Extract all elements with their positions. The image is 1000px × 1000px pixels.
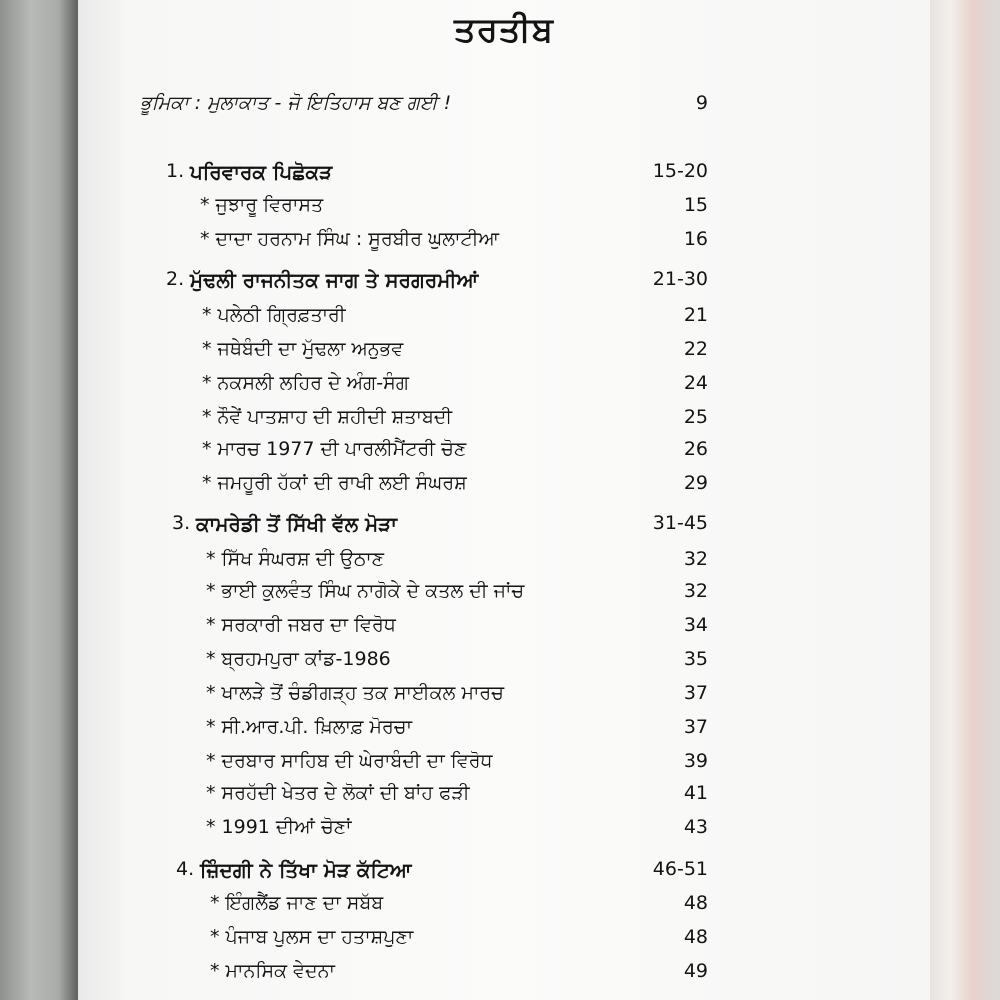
toc-item-page: 22	[683, 338, 708, 360]
intro-entry	[78, 92, 930, 126]
toc-item	[78, 648, 930, 682]
chapter-number: 2.	[166, 268, 185, 290]
toc-item	[78, 716, 930, 750]
chapter-title: ਪਰਿਵਾਰਕ ਪਿਛੋਕੜ	[190, 160, 333, 184]
chapter-entry	[78, 268, 930, 302]
book-page-edges	[930, 0, 1000, 1000]
toc-item	[78, 892, 930, 926]
toc-item	[78, 194, 930, 228]
toc-item-label: * ਨੌਵੇਂ ਪਾਤਸ਼ਾਹ ਦੀ ਸ਼ਹੀਦੀ ਸ਼ਤਾਬਦੀ	[202, 406, 453, 428]
chapter-title: ਜ਼ਿੰਦਗੀ ਨੇ ਤਿੱਖਾ ਮੋੜ ਕੱਟਿਆ	[200, 858, 412, 882]
toc-item	[78, 438, 930, 472]
toc-item-label: * ਮਾਰਚ 1977 ਦੀ ਪਾਰਲੀਮੈਂਟਰੀ ਚੋਣ	[202, 438, 467, 460]
chapter-number: 3.	[172, 512, 191, 534]
toc-item-label: * ਮਾਨਸਿਕ ਵੇਦਨਾ	[210, 960, 335, 982]
toc-item-label: * ਬ੍ਰਹਮਪੁਰਾ ਕਾਂਡ-1986	[206, 648, 391, 670]
intro-page: 9	[695, 92, 708, 114]
toc-item-label: * ਜੁਝਾਰੂ ਵਿਰਾਸਤ	[200, 194, 324, 216]
toc-item-page: 39	[683, 750, 708, 772]
toc-item-label: * ਦਾਦਾ ਹਰਨਾਮ ਸਿੰਘ : ਸੂਰਬੀਰ ਘੁਲਾਟੀਆ	[200, 228, 500, 250]
chapter-entry	[78, 512, 930, 546]
toc-item-page: 49	[683, 960, 708, 982]
intro-label: ਭੂਮਿਕਾ : ਮੁਲਾਕਾਤ - ਜੋ ਇਤਿਹਾਸ ਬਣ ਗਈ !	[140, 92, 452, 114]
toc-item-label: * ਇੰਗਲੈਂਡ ਜਾਣ ਦਾ ਸਬੱਬ	[210, 892, 384, 914]
toc-item	[78, 682, 930, 716]
toc-item	[78, 926, 930, 960]
toc-item-page: 21	[683, 304, 708, 326]
chapter-pages: 46-51	[652, 858, 708, 880]
toc-item	[78, 472, 930, 506]
toc-item	[78, 228, 930, 262]
toc-item-label: * ਨਕਸਲੀ ਲਹਿਰ ਦੇ ਅੰਗ-ਸੰਗ	[202, 372, 409, 394]
toc-item-page: 34	[683, 614, 708, 636]
contents-page	[78, 0, 930, 1000]
toc-item	[78, 338, 930, 372]
toc-item	[78, 548, 930, 582]
toc-item	[78, 580, 930, 614]
toc-item-page: 16	[683, 228, 708, 250]
toc-item	[78, 750, 930, 784]
toc-item	[78, 304, 930, 338]
toc-item	[78, 960, 930, 994]
toc-item-label: * ਦਰਬਾਰ ਸਾਹਿਬ ਦੀ ਘੇਰਾਬੰਦੀ ਦਾ ਵਿਰੋਧ	[206, 750, 493, 772]
chapter-number: 1.	[166, 160, 185, 182]
toc-item	[78, 614, 930, 648]
chapter-title: ਕਾਮਰੇਡੀ ਤੋਂ ਸਿੱਖੀ ਵੱਲ ਮੋੜਾ	[196, 512, 398, 536]
chapter-pages: 31-45	[652, 512, 708, 534]
toc-item-label: * ਸੀ.ਆਰ.ਪੀ. ਖ਼ਿਲਾਫ਼ ਮੋਰਚਾ	[206, 716, 413, 738]
toc-item-page: 41	[683, 782, 708, 804]
toc-item-page: 29	[683, 472, 708, 494]
toc-item-label: * ਜਮਹੂਰੀ ਹੱਕਾਂ ਦੀ ਰਾਖੀ ਲਈ ਸੰਘਰਸ਼	[202, 472, 467, 494]
toc-item-label: * ਭਾਈ ਕੁਲਵੰਤ ਸਿੰਘ ਨਾਗੋਕੇ ਦੇ ਕਤਲ ਦੀ ਜਾਂਚ	[206, 580, 525, 602]
toc-item	[78, 372, 930, 406]
toc-item-label: * ਪਲੇਠੀ ਗ੍ਰਿਫ਼ਤਾਰੀ	[202, 304, 346, 326]
toc-item-label: * ਜਥੇਬੰਦੀ ਦਾ ਮੁੱਢਲਾ ਅਨੁਭਵ	[202, 338, 404, 360]
toc-item-label: * ਪੰਜਾਬ ਪੁਲਸ ਦਾ ਹਤਾਸ਼ਪੁਣਾ	[210, 926, 414, 948]
toc-item	[78, 782, 930, 816]
chapter-entry	[78, 858, 930, 892]
toc-item-page: 25	[683, 406, 708, 428]
toc-item-page: 37	[683, 682, 708, 704]
page-title: ਤਰਤੀਬ	[453, 10, 555, 50]
toc-item-page: 15	[683, 194, 708, 216]
toc-item-label: * ਖਾਲੜੇ ਤੋਂ ਚੰਡੀਗੜ੍ਹ ਤਕ ਸਾਈਕਲ ਮਾਰਚ	[206, 682, 504, 704]
toc-item-page: 35	[683, 648, 708, 670]
chapter-pages: 15-20	[652, 160, 708, 182]
toc-item	[78, 406, 930, 440]
toc-item-page: 26	[683, 438, 708, 460]
toc-item-page: 48	[683, 892, 708, 914]
chapter-number: 4.	[176, 858, 195, 880]
book-spine-edge	[0, 0, 78, 1000]
toc-item-page: 24	[683, 372, 708, 394]
toc-item-page: 32	[683, 548, 708, 570]
toc-item-label: * ਸਰਹੱਦੀ ਖੇਤਰ ਦੇ ਲੋਕਾਂ ਦੀ ਬਾਂਹ ਫੜੀ	[206, 782, 470, 804]
toc-item-label: * ਸਰਕਾਰੀ ਜਬਰ ਦਾ ਵਿਰੋਧ	[206, 614, 396, 636]
toc-item-label: * 1991 ਦੀਆਂ ਚੋਣਾਂ	[206, 816, 352, 838]
toc-item-page: 32	[683, 580, 708, 602]
chapter-title: ਮੁੱਢਲੀ ਰਾਜਨੀਤਕ ਜਾਗ ਤੇ ਸਰਗਰਮੀਆਂ	[190, 268, 479, 292]
chapter-entry	[78, 160, 930, 194]
toc-item-page: 48	[683, 926, 708, 948]
chapter-pages: 21-30	[652, 268, 708, 290]
toc-item	[78, 816, 930, 850]
toc-item-page: 37	[683, 716, 708, 738]
toc-item-page: 43	[683, 816, 708, 838]
toc-item-label: * ਸਿੱਖ ਸੰਘਰਸ਼ ਦੀ ਉਠਾਣ	[206, 548, 385, 570]
